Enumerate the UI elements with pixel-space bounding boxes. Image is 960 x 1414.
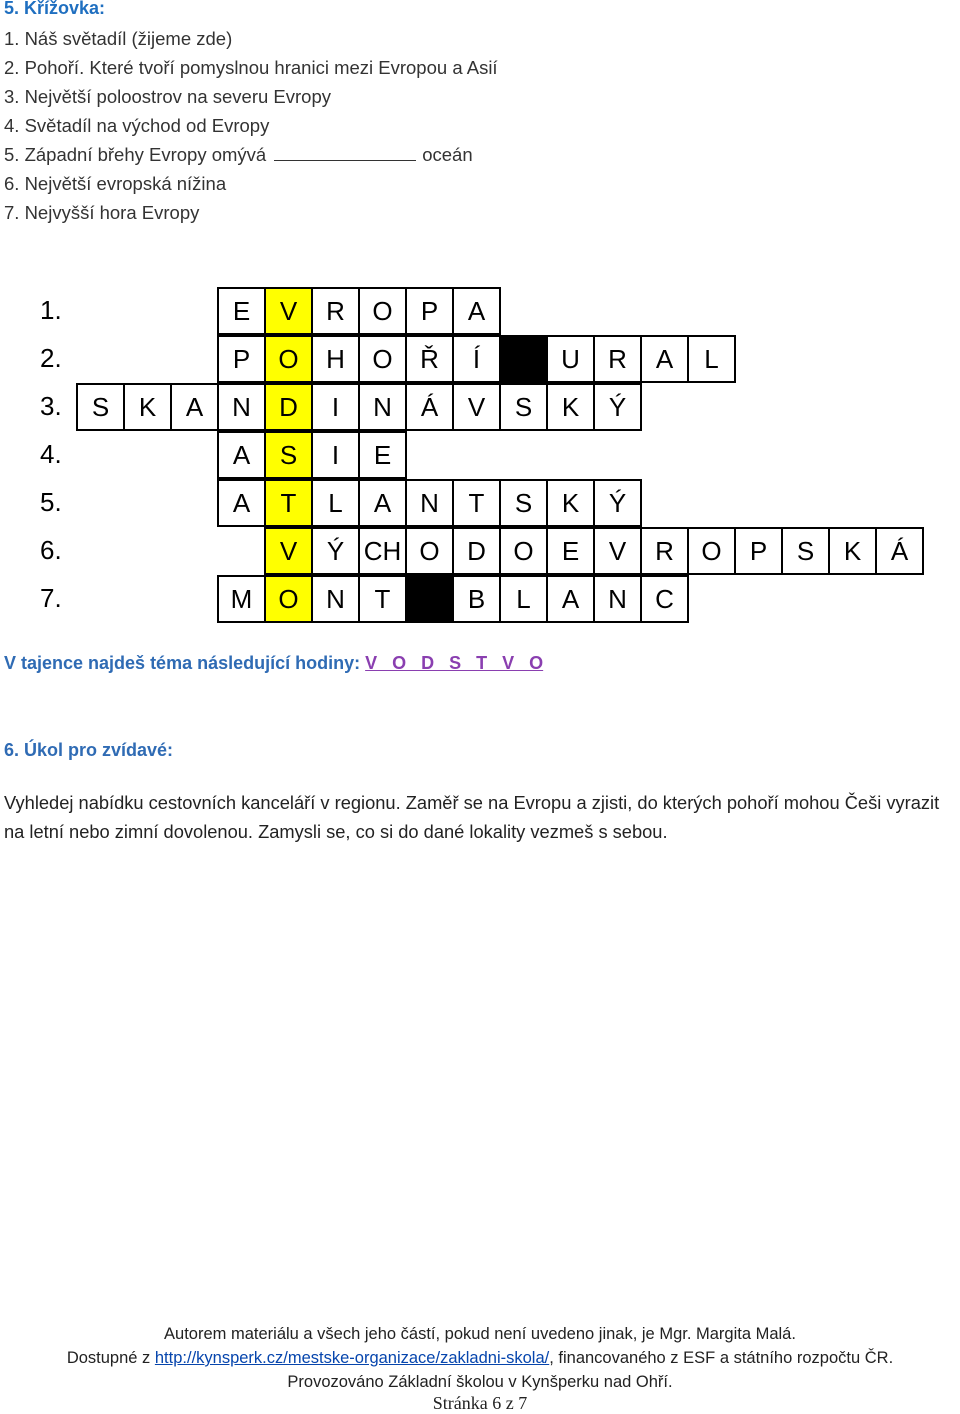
crossword-cell: A: [452, 287, 501, 335]
clue-6: 6. Největší evropská nížina: [4, 173, 227, 194]
crossword-cell: A: [217, 431, 266, 479]
clue-1: 1. Náš světadíl (žijeme zde): [4, 28, 233, 49]
tajenka-cell: V: [264, 527, 313, 575]
tajenka-line: [4, 653, 548, 674]
crossword-cell: P: [734, 527, 783, 575]
clue-5-text: 5. Západní břehy Evropy omývá: [4, 144, 267, 165]
crossword-cell: O: [687, 527, 736, 575]
crossword-cell: S: [781, 527, 830, 575]
crossword-cell: T: [452, 479, 501, 527]
crossword-cell: N: [311, 575, 360, 623]
clue-2: 2. Pohoří. Které tvoří pomyslnou hranici mezi Evropou a Asií: [4, 57, 498, 78]
crossword-cell: E: [217, 287, 266, 335]
row-number-7: 7.: [40, 583, 62, 613]
row-number-6: 6.: [40, 535, 62, 565]
crossword-cell: P: [405, 287, 454, 335]
crossword-cell: A: [640, 335, 689, 383]
crossword-cell: O: [358, 335, 407, 383]
crossword-cell: A: [546, 575, 595, 623]
clue-5: [4, 144, 473, 166]
footer-link[interactable]: http://kynsperk.cz/mestske-organizace/zakladni-skola/: [154, 1349, 550, 1367]
crossword-cell: O: [499, 527, 548, 575]
crossword-cell: A: [170, 383, 219, 431]
crossword-cell: N: [593, 575, 642, 623]
footer-available: [0, 1349, 960, 1368]
crossword-cell: S: [499, 479, 548, 527]
row-number-3: 3.: [40, 391, 62, 421]
footer-available-prefix: Dostupné z: [66, 1349, 151, 1367]
crossword-cell: E: [546, 527, 595, 575]
footer-available-suffix: , financovaného z ESF a státního rozpočtu ČR.: [549, 1349, 894, 1367]
tajenka-label: V tajence najdeš téma následující hodiny:: [4, 653, 361, 673]
tajenka-answer: V O D S T V O: [365, 653, 544, 673]
answer-blank: [274, 146, 416, 161]
crossword-cell: K: [123, 383, 172, 431]
crossword-cell: E: [358, 431, 407, 479]
crossword-cell: Á: [875, 527, 924, 575]
clue-4: 4. Světadíl na východ od Evropy: [4, 115, 270, 136]
crossword-cell: Ý: [311, 527, 360, 575]
crossword-cell: C: [640, 575, 689, 623]
crossword-cell: U: [546, 335, 595, 383]
crossword-cell: A: [358, 479, 407, 527]
crossword-cell: Á: [405, 383, 454, 431]
crossword-cell: Í: [452, 335, 501, 383]
clue-5-suffix: oceán: [422, 144, 473, 165]
tajenka-cell: O: [264, 575, 313, 623]
tajenka-cell: T: [264, 479, 313, 527]
crossword-cell: S: [499, 383, 548, 431]
clue-3: 3. Největší poloostrov na severu Evropy: [4, 86, 331, 107]
crossword-cell: Ý: [593, 383, 642, 431]
crossword-cell: V: [593, 527, 642, 575]
clue-7: 7. Nejvyšší hora Evropy: [4, 202, 200, 223]
blocked-cell: [499, 335, 548, 383]
tajenka-cell: O: [264, 335, 313, 383]
crossword-cell: I: [311, 383, 360, 431]
row-number-4: 4.: [40, 439, 62, 469]
crossword-cell: R: [311, 287, 360, 335]
crossword-cell: N: [405, 479, 454, 527]
crossword-cell: M: [217, 575, 266, 623]
crossword-cell: R: [593, 335, 642, 383]
crossword-cell: Ř: [405, 335, 454, 383]
task-text: Vyhledej nabídku cestovních kanceláří v regionu. Zaměř se na Evropu a zjisti, do kterých pohoří mohou Češi vyrazit na letní nebo zimní dovolenou. Zamysli se, co si do dané lokality vezmeš s sebou.: [4, 792, 940, 842]
crossword-cell: V: [452, 383, 501, 431]
blocked-cell: [405, 575, 454, 623]
crossword-cell: O: [358, 287, 407, 335]
crossword-cell: I: [311, 431, 360, 479]
crossword-cell: L: [311, 479, 360, 527]
crossword-cell: H: [311, 335, 360, 383]
section-title: 5. Křížovka:: [4, 0, 106, 18]
tajenka-cell: D: [264, 383, 313, 431]
crossword-cell: B: [452, 575, 501, 623]
crossword-cell: L: [687, 335, 736, 383]
footer-author: Autorem materiálu a všech jeho částí, pokud není uvedeno jinak, je Mgr. Margita Malá.: [164, 1325, 796, 1343]
footer-operator: Provozováno Základní školou v Kynšperku nad Ohří.: [287, 1373, 673, 1391]
task-title: 6. Úkol pro zvídavé:: [4, 740, 174, 760]
crossword-cell: R: [640, 527, 689, 575]
tajenka-cell: V: [264, 287, 313, 335]
row-number-2: 2.: [40, 343, 62, 373]
crossword-cell: K: [546, 383, 595, 431]
crossword-cell: CH: [358, 527, 407, 575]
page-number: Stránka 6 z 7: [432, 1393, 528, 1413]
crossword-cell: S: [76, 383, 125, 431]
crossword-cell: Ý: [593, 479, 642, 527]
crossword-cell: P: [217, 335, 266, 383]
crossword-cell: N: [358, 383, 407, 431]
row-number-1: 1.: [40, 295, 62, 325]
crossword-cell: K: [546, 479, 595, 527]
crossword-cell: A: [217, 479, 266, 527]
tajenka-cell: S: [264, 431, 313, 479]
crossword-cell: O: [405, 527, 454, 575]
crossword-cell: K: [828, 527, 877, 575]
crossword-cell: N: [217, 383, 266, 431]
crossword-cell: D: [452, 527, 501, 575]
crossword-cell: T: [358, 575, 407, 623]
crossword-cell: L: [499, 575, 548, 623]
row-number-5: 5.: [40, 487, 62, 517]
